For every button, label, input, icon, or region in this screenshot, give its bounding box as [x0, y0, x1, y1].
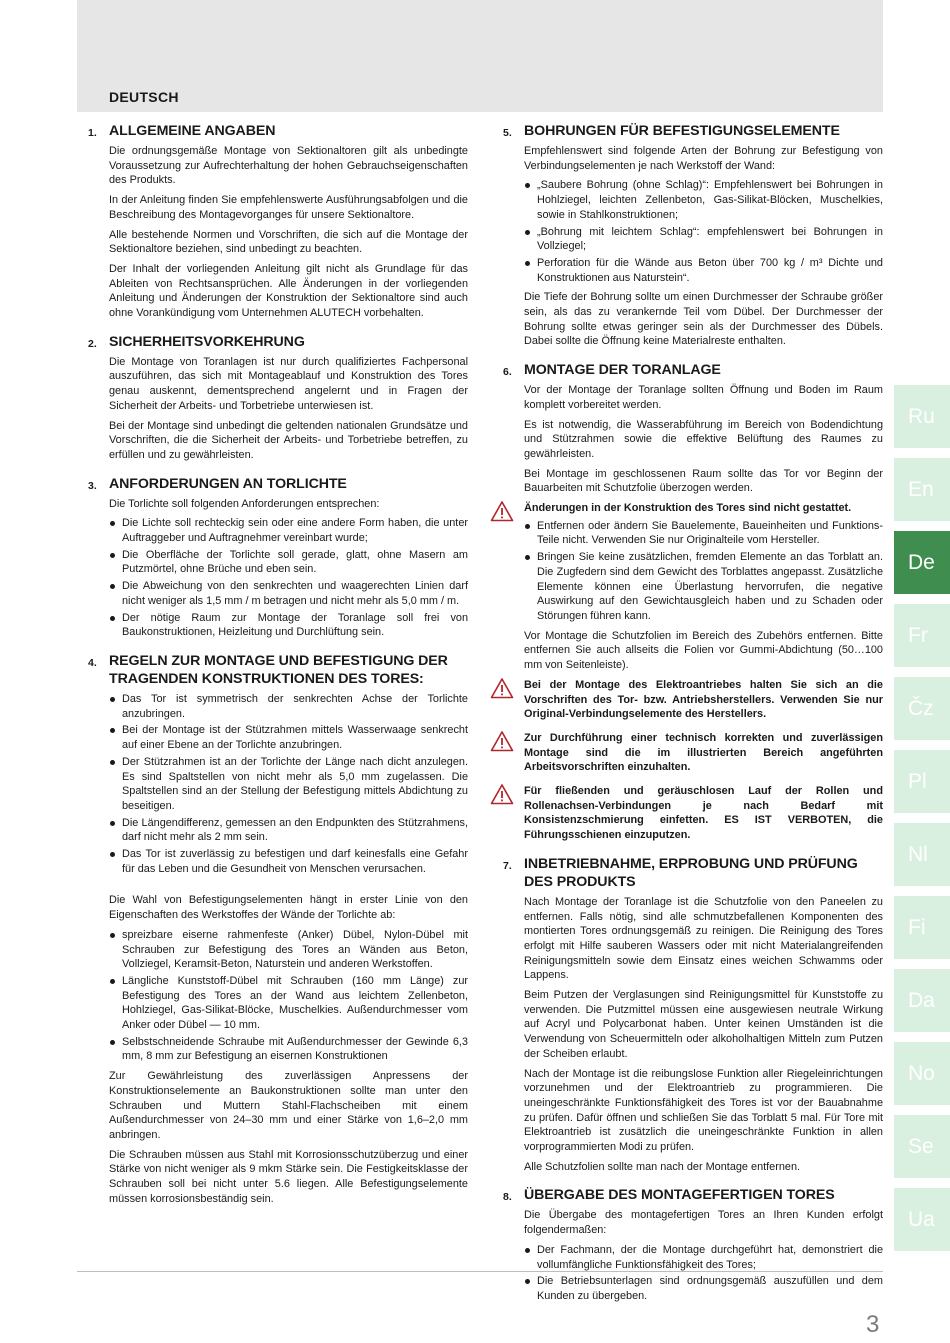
page-number: 3 — [866, 1311, 880, 1338]
language-tabs — [894, 385, 950, 1261]
tab-cz[interactable]: Čz — [894, 677, 950, 740]
warning-text: Bei der Montage des Elektroantriebes halten Sie sich an die Vorschriften des Tor- bzw. Antriebsherstellers. Verwenden Sie nur Original-Verbindungselemente des Herstellers. — [524, 678, 883, 721]
section-8 — [503, 1186, 883, 1303]
section-title: MONTAGE DER TORANLAGE — [524, 362, 721, 379]
tab-en[interactable]: En — [894, 458, 950, 521]
paragraph: Nach der Montage ist die reibungslose Funktion aller Riegeleinrichtungen vorzunehmen und der Elektroantrieb zu programmieren. Die uneingeschränkte Funktionsfähigkeit des Tores ist vor der Bauabnahme zu prüfen. Dafür öffnen und schließen Sie das Torblatt 5 mal. Für Tore mit Elektroantrieb ist zusätzlich die uneingeschränkte Funktion in allen vorprogrammierten Modi zu prüfen. — [524, 1067, 883, 1154]
paragraph: Bei der Montage sind unbedingt die geltenden nationalen Grundsätze und Vorschriften, die die Sicherheit der Arbeits- und Torbetriebe betreffen, zu erfüllen und zu gewährleisten. — [109, 419, 468, 461]
section-title: REGELN ZUR MONTAGE UND BEFESTIGUNG DER TRAGENDEN KONSTRUKTIONEN DES TORES: — [109, 652, 448, 687]
section-title: BOHRUNGEN FÜR BEFESTIGUNGSELEMENTE — [524, 123, 840, 139]
paragraph: Die Wahl von Befestigungselementen hängt in erster Linie von den Eigenschaften des Werkstoffes der Wände der Torlichte ab: — [109, 894, 468, 922]
list-item: „Saubere Bohrung (ohne Schlag)“: Empfehlenswert bei Bohrungen in Hohlziegel, leichten Zellenbeton, Gas-Silikat-Blöcken, Muschelkies, sowie in Stahlkonstruktionen; — [524, 178, 883, 222]
list-item: Die Abweichung von den senkrechten und waagerechten Linien darf nicht weniger als 1,5 mm / m betragen und nicht mehr als 5,0 mm / m. — [109, 579, 468, 608]
bullet-list — [109, 516, 468, 640]
list-item: Das Tor ist symmetrisch der senkrechten Achse der Torlichte anzubringen. — [109, 692, 468, 721]
section-title: ÜBERGABE DES MONTAGEFERTIGEN TORES — [524, 1187, 835, 1204]
warning-note — [503, 678, 883, 722]
warning-note — [503, 784, 883, 843]
tab-ua[interactable]: Ua — [894, 1188, 950, 1251]
warning-note — [503, 501, 883, 516]
list-item: Die Oberfläche der Torlichte soll gerade, glatt, ohne Masern am Putzmörtel, ohne Brüche und eben sein. — [109, 548, 468, 577]
bullet-list — [524, 1243, 883, 1304]
language-heading: DEUTSCH — [109, 89, 179, 105]
right-column — [503, 122, 883, 1316]
warning-note — [503, 731, 883, 775]
bullet-list — [524, 519, 883, 624]
list-item: Selbstschneidende Schraube mit Außendurchmesser der Gewinde 6,3 mm, 8 mm zur Befestigung an eisernen Konstruktionen — [109, 1035, 468, 1064]
section-number: 3. — [88, 479, 97, 492]
section-title: ALLGEMEINE ANGABEN — [109, 123, 276, 139]
warning-triangle-icon — [490, 730, 514, 752]
section-number: 5. — [503, 127, 512, 139]
tab-nl[interactable]: Nl — [894, 823, 950, 886]
section-number: 8. — [503, 1191, 512, 1204]
tab-da[interactable]: Da — [894, 969, 950, 1032]
list-item: Perforation für die Wände aus Beton über 700 kg / m³ Dichte und Konstruktionen aus Naturstein“. — [524, 256, 883, 285]
list-item: Der Stützrahmen ist an der Torlichte der Länge nach dicht anzulegen. Es sind Spaltstellen von nicht mehr als 5,0 mm zugelassen. Die Spaltstellen sind an der Stellung der Befestigung mittels Abdichtung zu beseitigen. — [109, 755, 468, 814]
section-number: 2. — [88, 337, 97, 350]
paragraph: Der Inhalt der vorliegenden Anleitung gilt nicht als Grundlage für das Ableiten von Rechtsansprüchen. Alle Änderungen in der vorliegenden Anleitung und Änderungen der Konstruktion der Sektionaltore sind auch ohne Vorankündigung vom Unternehmen ALUTECH vorbehalten. — [109, 262, 468, 320]
section-3 — [88, 475, 468, 640]
tab-fi[interactable]: Fi — [894, 896, 950, 959]
list-item: Das Tor ist zuverlässig zu befestigen und darf keinesfalls eine Gefahr für das Leben und die Gesundheit von Menschen verursachen. — [109, 847, 468, 876]
footer-divider — [77, 1271, 883, 1272]
paragraph: Alle Schutzfolien sollte man nach der Montage entfernen. — [524, 1160, 801, 1173]
warning-triangle-icon — [490, 783, 514, 805]
list-item: Die Betriebsunterlagen sind ordnungsgemäß auszufüllen und dem Kunden zu übergeben. — [524, 1274, 883, 1303]
paragraph: Es ist notwendig, die Wasserabführung im Bereich von Bodendichtung und Stützrahmen sowie die effektive Belüftung des Raumes zu gewährleisten. — [524, 418, 883, 460]
list-item: Der Fachmann, der die Montage durchgeführt hat, demonstriert die vollumfängliche Funktionsfähigkeit des Tores; — [524, 1243, 883, 1272]
bullet-list — [109, 928, 468, 1064]
section-6 — [503, 361, 883, 843]
list-item: Entfernen oder ändern Sie Bauelemente, Baueinheiten und Funktions-Teile nicht. Verwenden Sie nur Originalteile vom Hersteller. — [524, 519, 883, 548]
paragraph: Alle bestehende Normen und Vorschriften, die sich auf die Montage der Sektionaltore beziehen, sind unbedingt zu beachten. — [109, 228, 468, 256]
paragraph: Vor der Montage der Toranlage sollten Öffnung und Boden im Raum komplett vorbereitet werden. — [524, 384, 883, 411]
warning-text: Für fließenden und geräuschlosen Lauf der Rollen und Rollenachsen-Verbindungen je nach Bedarf mit Konsistenzschmierung einfetten. ES IST VERBOTEN, die Führungsschienen einzuputzen. — [524, 785, 883, 842]
paragraph: Beim Putzen der Verglasungen sind Reinigungsmittel für Kunststoffe zu verwenden. Die Putzmittel müssen eine ausgewiesen neutrale Wirkung auf Acryl und Polycarbonat haben. Unter keinen Umständen ist die Verwendung von Scheuermitteln oder alkoholhaltigen Mitteln zum Putzen der Scheiben erlaubt. — [524, 989, 883, 1060]
section-1 — [88, 122, 468, 321]
list-item: Der nötige Raum zur Montage der Toranlage soll frei von Baukonstruktionen, Heizleitung und Durchlüftung sein. — [109, 611, 468, 640]
paragraph: In der Anleitung finden Sie empfehlenswerte Ausführungsabfolgen und die Beschreibung des Montagevorganges für unsere Sektionaltore. — [109, 194, 468, 221]
section-title: ANFORDERUNGEN AN TORLICHTE — [109, 475, 347, 492]
list-item: Längliche Kunststoff-Dübel mit Schrauben (160 mm Länge) zur Befestigung des Tores an der Wand aus leichtem Zellenbeton, Hohlziegel, Gas-Silikat-Blöcke, Muschelkies. Außendurchmesser vom Anker oder Dübel — 10 mm. — [109, 974, 468, 1033]
tab-se[interactable]: Se — [894, 1115, 950, 1178]
warning-text: Zur Durchführung einer technisch korrekten und zuverlässigen Montage sind die im illustrierten Bereich angeführten Arbeitsvorschriften einzuhalten. — [524, 731, 883, 774]
paragraph: Die Schrauben müssen aus Stahl mit Korrosionsschutzüberzug und einer Stärke von nicht weniger als 9 mkm Stärke sein. Die Festigkeitsklasse der Schrauben soll bei nicht unter 5.6 liegen. Alle Befestigungselemente müssen korrosionsbeständig sein. — [109, 1148, 468, 1205]
paragraph: Die Montage von Toranlagen ist nur durch qualifiziertes Fachpersonal auszuführen, das sich mit Montageablauf und Konstruktion des Tores genau auskennt, dementsprechend angelernt und in Fragen der Sicherheit der Arbeits- und Torbetriebe unterwiesen ist. — [109, 355, 468, 412]
warning-triangle-icon — [490, 677, 514, 699]
list-item: Bringen Sie keine zusätzlichen, fremden Elemente an das Torblatt an. Die Zugfedern sind dem Gewicht des Torblattes angepasst. Zusätzliche Elemente können eine Überlastung hervorrufen, die negative Auswirkung auf den Gewichtausgleich haben und zu Schaden oder Störungen führen kann. — [524, 550, 883, 624]
section-number: 4. — [88, 656, 97, 669]
section-number: 6. — [503, 366, 512, 379]
bullet-list — [524, 178, 883, 285]
list-item: spreizbare eiserne rahmenfeste (Anker) Dübel, Nylon-Dübel mit Schrauben zur Befestigung des Tores an Wänden aus Beton, Vollziegel, Keramsit-Beton, Naturstein und anderen Werkstoffen. — [109, 928, 468, 972]
tab-de[interactable]: De — [894, 531, 950, 594]
section-number: 1. — [88, 127, 97, 139]
paragraph: Die ordnungsgemäße Montage von Sektionaltoren gilt als unbedingte Voraussetzung zur Aufrechterhaltung der hohen Gebrauchseigenschaften des Produkts. — [109, 145, 468, 187]
header-band — [77, 0, 883, 112]
section-5 — [503, 122, 883, 349]
section-number: 7. — [503, 859, 512, 872]
paragraph: Bei Montage im geschlossenen Raum sollte das Tor vor Beginn der Bauarbeiten mit Schutzfolie überzogen werden. — [524, 467, 883, 495]
tab-pl[interactable]: Pl — [894, 750, 950, 813]
list-item: „Bohrung mit leichtem Schlag“: empfehlenswert bei Bohrungen in Vollziegel; — [524, 225, 883, 254]
section-4 — [88, 652, 468, 1207]
section-title: INBETRIEBNAHME, ERPROBUNG UND PRÜFUNG DES PRODUKTS — [524, 855, 858, 890]
bullet-list — [109, 692, 468, 876]
list-item: Die Lichte soll rechteckig sein oder eine andere Form haben, die unter Auftraggeber und Auftragnehmer vereinbart wurde; — [109, 516, 468, 545]
section-7 — [503, 855, 883, 1175]
warning-triangle-icon — [490, 500, 514, 522]
paragraph: Die Tiefe der Bohrung sollte um einen Durchmesser der Schraube größer sein, als das zu verankernde Teil vom Dübel. Der Durchmesser der Bohrung sollte etwas geringer sein als der Durchmesser des Dübels. Dabei sollte die Öffnung keine Materialreste enthalten. — [524, 291, 883, 348]
paragraph: Vor Montage die Schutzfolien im Bereich des Zubehörs entfernen. Bitte entfernen Sie auch allseits die Folien vor Gummi-Abdichtung (50…100 mm von Seitenleiste). — [524, 629, 883, 672]
tab-fr[interactable]: Fr — [894, 604, 950, 667]
tab-no[interactable]: No — [894, 1042, 950, 1105]
paragraph: Die Torlichte soll folgenden Anforderungen entsprechen: — [109, 497, 380, 510]
paragraph: Zur Gewährleistung des zuverlässigen Anpressens der Konstruktionselemente an Baukonstruktionen sollte man unter den Schrauben und Muttern Stahl-Flachscheiben mit einem Außendurchmesser von 24–30 mm und einer Stärke von 1,6–2,0 mm anbringen. — [109, 1070, 468, 1141]
list-item: Die Längendifferenz, gemessen an den Endpunkten des Stützrahmens, darf nicht mehr als 2 mm sein. — [109, 816, 468, 845]
tab-ru[interactable]: Ru — [894, 385, 950, 448]
left-column — [88, 122, 468, 1218]
section-title: SICHERHEITSVORKEHRUNG — [109, 333, 305, 350]
paragraph: Nach Montage der Toranlage ist die Schutzfolie von den Paneelen zu entfernen. Falls nötig, sind alle schmutzbefallenen Komponenten des montierten Tores ordnungsgemäß zu reinigen. Die Reinigung des Tores erfolgt mit Hilfe sauberen Wassers oder mit nicht Materialangreifenden Reinigungsmitteln sowie dem Einsatz eines weichen Schwamms oder Lappens. — [524, 895, 883, 982]
paragraph: Die Übergabe des montagefertigen Tores an Ihren Kunden erfolgt folgendermaßen: — [524, 1209, 883, 1237]
paragraph: Empfehlenswert sind folgende Arten der Bohrung zur Befestigung von Verbindungselementen je nach Werkstoff der Wand: — [524, 145, 883, 172]
warning-text: Änderungen in der Konstruktion des Tores sind nicht gestattet. — [524, 502, 852, 515]
section-2 — [88, 333, 468, 463]
list-item: Bei der Montage ist der Stützrahmen mittels Wasserwaage senkrecht auf einer Ebene an der Torlichte anzubringen. — [109, 723, 468, 752]
